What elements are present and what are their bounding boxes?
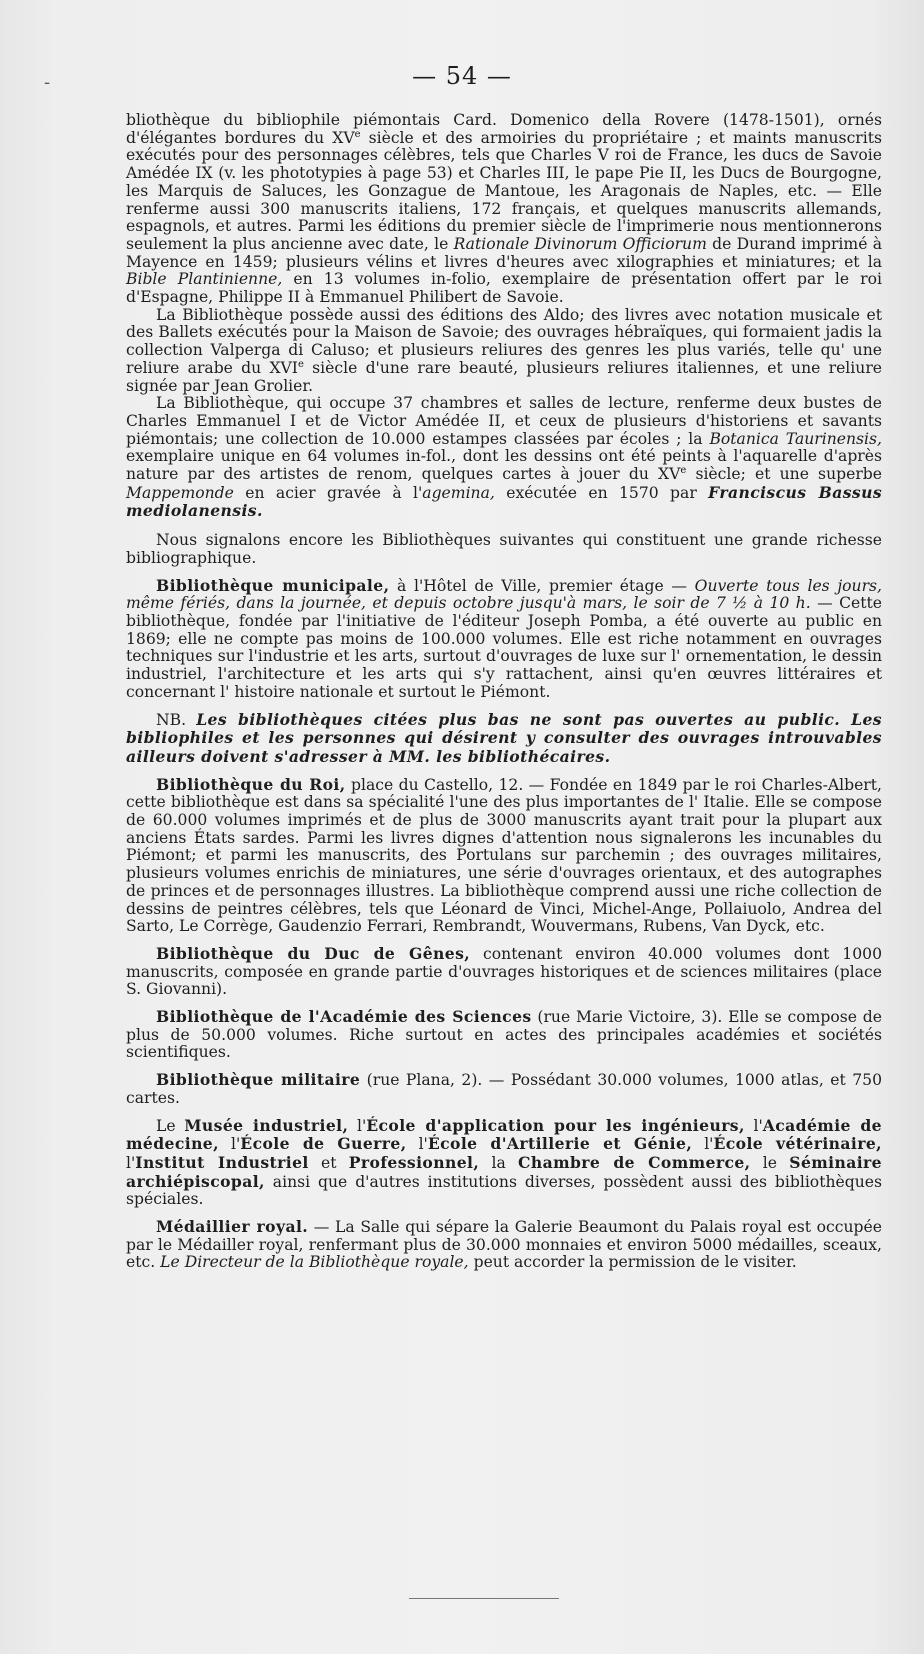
- footer-rule: [409, 1598, 559, 1599]
- page-body: [126, 112, 882, 1272]
- paragraph-bibliotheque-militaire: Bibliothèque militaire (rue Plana, 2). — Possédant 30.000 volumes, 1000 atlas, et 750 cartes.: [126, 1070, 882, 1107]
- page-number: — 54 —: [412, 62, 512, 90]
- paragraph-medaillier-royal: Médaillier royal. — La Salle qui sépare la Galerie Beaumont du Palais royal est occupée par le Médailler royal, renfermant plus de 30.000 monnaies et environ 5000 médailles, sceaux, etc. Le Directeur de la Bibliothèque royale, peut accorder la permission de le visiter.: [126, 1217, 883, 1272]
- paragraph-bibliotheque-academie: Bibliothèque de l'Académie des Sciences (rue Marie Victoire, 3). Elle se compose de plus de 50.000 volumes. Riche surtout en actes des principales académies et sociétés scientifiques.: [126, 1007, 882, 1062]
- margin-mark: -: [44, 72, 51, 93]
- paragraph-institutions: Le Musée industriel, l'École d'application pour les ingénieurs, l'Académie de médecine, l'École de Guerre, l'École d'Artillerie et Génie, l'École vétérinaire, l'Institut Industriel et Professionnel, la Chambre de Commerce, le Séminaire archiépiscopal, ainsi que d'autres institutions diverses, possèdent aussi des bibliothèques spéciales.: [126, 1115, 883, 1209]
- paragraph-4: Nous signalons encore les Bibliothèques suivantes qui constituent une grande richesse bibliographique.: [126, 531, 882, 567]
- paragraph-nota-bene: NB. Les bibliothèques citées plus bas ne sont pas ouvertes au public. Les bibliophiles et les personnes qui désirent y consulter des ouvrages introuvables ailleurs doivent s'adresser à MM. les bibliothécaires.: [126, 709, 882, 766]
- paragraph-2: La Bibliothèque possède aussi des éditions des Aldo; des livres avec notation musicale et des Ballets exécutés pour la Maison de Savoie; des ouvrages hébraïques, qui formaient jadis la collection Valperga di Caluso; et plusieurs reliures des genres les plus variés, telle qu' une reliure arabe du XVIe siècle d'une rare beauté, plusieurs reliures italiennes, et une reliure signée par Jean Grolier.: [126, 305, 882, 395]
- paragraph-1: bliothèque du bibliophile piémontais Card. Domenico della Rovere (1478-1501), ornés d'élégantes bordures du XVe siècle et des armoiries du propriétaire ; et maints manuscrits exécutés pour des personnages célèbres, tels que Charles V roi de France, les ducs de Savoie Amédée IX (v. les phototypies à page 53) et Charles III, le pape Pie II, les Ducs de Bourgogne, les Marquis de Saluces, les Gonzague de Mantoue, les Aragonais de Naples, etc. — Elle renferme aussi 300 manuscrits italiens, 172 français, et quelques manuscrits allemands, espagnols, et autres. Parmi les éditions du premier siècle de l'imprimerie nous mentionnerons seulement la plus ancienne avec date, le Rationale Divinorum Officiorum de Durand imprimé à Mayence en 1459; plusieurs vélins et livres d'heures avec xilographies et miniatures; et la Bible Plantinienne, en 13 volumes in-folio, exemplaire de présentation offert par le roi d'Espagne, Philippe II à Emmanuel Philibert de Savoie.: [126, 111, 883, 307]
- paragraph-bibliotheque-municipale: Bibliothèque municipale, à l'Hôtel de Ville, premier étage — Ouverte tous les jours, même fériés, dans la journée, et depuis octobre jusqu'à mars, le soir de 7 ½ à 10 h. — Cette bibliothèque, fondée par l'initiative de l'éditeur Joseph Pomba, a été ouverte au public en 1869; elle ne compte pas moins de 100.000 volumes. Elle est riche notamment en ouvrages techniques sur l'industrie et les arts, surtout d'ouvrages de luxe sur l' ornementation, le dessin industriel, l'architecture et les arts qui s'y rattachent, ainsi qu'en œuvres littéraires et concernant l' histoire nationale et surtout le Piémont.: [126, 575, 882, 701]
- paragraph-bibliotheque-duc-de-genes: Bibliothèque du Duc de Gênes, contenant environ 40.000 volumes dont 1000 manuscrits, composée en grande partie d'ouvrages historiques et de sciences militaires (place S. Giovanni).: [126, 943, 882, 999]
- paragraph-3: La Bibliothèque, qui occupe 37 chambres et salles de lecture, renferme deux bustes de Charles Emmanuel I et de Victor Amédée II, et ceux de plusieurs d'historiens et savants piémontais; une collection de 10.000 estampes classées par écoles ; la Botanica Taurinensis, exemplaire unique en 64 volumes in-fol., dont les dessins ont été peints à l'aquarelle d'après nature par des artistes de renom, quelques cartes à jouer du XVe siècle; et une superbe Mappemonde en acier gravée à l'agemina, exécutée en 1570 par Franciscus Bassus mediolanensis.: [126, 394, 883, 521]
- paragraph-bibliotheque-du-roi: Bibliothèque du Roi, place du Castello, 12. — Fondée en 1849 par le roi Charles-Albert, cette bibliothèque est dans sa spécialité l'une des plus importantes de l' Italie. Elle se compose de 60.000 volumes imprimés et de plus de 3000 manuscrits ayant trait pour la plupart aux anciens États sardes. Parmi les livres dignes d'attention nous signalerons les incunables du Piémont; et parmi les manuscrits, des Portulans sur parchemin ; des ouvrages militaires, plusieurs volumes enrichis de miniatures, une série d'ouvrages orientaux, et des autographes de princes et de personnages illustres. La bibliothèque comprend aussi une riche collection de dessins de peintres célèbres, tels que Léonard de Vinci, Michel-Ange, Pollaiuolo, Andrea del Sarto, Le Corrège, Gaudenzio Ferrari, Rembrandt, Wouvermans, Rubens, Van Dyck, etc.: [126, 774, 882, 936]
